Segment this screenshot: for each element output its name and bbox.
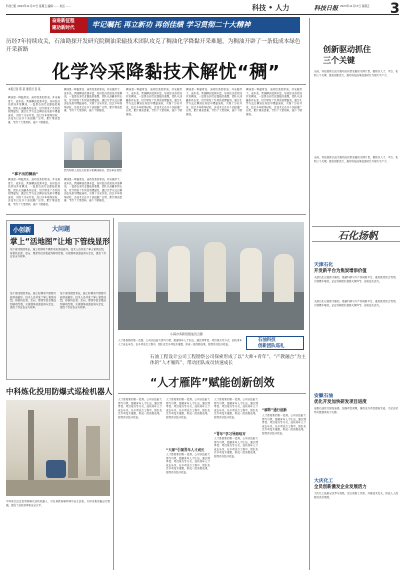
banner-slogan: 牢记嘱托 再立新功 再创佳绩 学习贯彻二十大精神 <box>92 20 251 29</box>
right-body1b: 当前，科技创新已成为推动高质量发展的关键力量。要抓住人才、平台、机制三个关键，激发创新活力，推动科技成果加速转化为现实生产力。 <box>314 156 398 163</box>
item2-sub: 优化开发加快研发项目进度 <box>314 400 367 405</box>
team-body-col2: 人才是创新的第一资源。公司以技能大师为引领，组建青年人才队伍，通过师带徒、项目练兵等方式，加快青年人才成长步伐。在多项重点工程中，团队攻克多项技术难题，形成一批创新成果，取得良好经济效益。 <box>166 398 210 419</box>
team-body-col4: 人才是创新的第一资源。公司以技能大师为引领，组建青年人才队伍，通过师带徒、项目练兵等方式，加快青年人才成长步伐。在多项重点工程中，团队攻克多项技术难题，形成一批创新成果，取得良好经济效益。 <box>262 414 306 435</box>
team-photo-caption-body: 人才是创新的第一资源。公司以技能大师为引领，组建青年人才队伍，通过师带徒、项目练兵等方式，加快青年人才成长步伐。在多项重点工程中，团队攻克多项技术难题，形成一批创新成果，取得良好经济效益。 <box>118 339 242 346</box>
innovation-tag2: 大问题 <box>52 226 71 233</box>
item2-title: 安徽石油 <box>314 394 334 399</box>
right-head1-line1: 创新驱动抓住 <box>323 45 371 54</box>
team-body-col1: 人才是创新的第一资源。公司以技能大师为引领，组建青年人才队伍，通过师带徒、项目练兵等方式，加快青年人才成长步伐。在多项重点工程中，团队攻克多项技术难题，形成一批创新成果，取得良好经济效益。 <box>118 398 162 419</box>
innovation-body-b: 地下管线错综复杂，施工时稍有不慎便可能造成破坏。技术人员开发了掌上管线地图，将管线位置、走向、埋深等信息集成到移动终端，实现现场快速查询与定位，提高了作业安全与效率。 <box>10 292 56 309</box>
team-deck: 石油工程设计公司工程勘察公司探索形成了以“大师+青年”、“产教融合”为主体的“人才雁阵”，带动团队成员快速成长 <box>150 355 306 367</box>
team-body-col3: 人才是创新的第一资源。公司以技能大师为引领，组建青年人才队伍，通过师带徒、项目练兵等方式，加快青年人才成长步伐。在多项重点工程中，团队攻克多项技术难题，形成一批创新成果，取得良好经济效益。 <box>214 398 258 419</box>
team-body-col2b: 人才是创新的第一资源。公司以技能大师为引领，组建青年人才队伍，通过师带徒、项目练兵等方式，加快青年人才成长步伐。在多项重点工程中，团队攻克多项技术难题，形成一批创新成果，取得良好经济效益。 <box>166 453 210 474</box>
lead-rule <box>6 84 306 85</box>
item2-body: 安徽石油优化研发流程，加强项目管理，推动重点项目提前完成，为企业转型升级提供有力支撑。 <box>314 407 398 414</box>
lead-deck: 历经7年持续攻关，石油勘探开发研究院稠油采输技术团队攻克了稠油化学降黏开采难题，为稠油开辟了一条低成本绿色开采新路 <box>6 39 301 54</box>
lead-body-col1: 稠油是一种黏度高、流动性差的原油，开采难度大、成本高。我国稠油资源丰富，如何经济高效地开发稠油，一直是石油行业面临的难题。团队从油藏条件出发，设计研发了系列高效降黏剂，通过化学方法让稠油在地层中降黏流动，实现了冷采开发。经过多年现场试验，该技术已在多个油田推广应用，累计增油显著，节约了大量燃料，减少了碳排放。 <box>8 96 60 124</box>
lead-body-col2b: 稠油是一种黏度高、流动性差的原油，开采难度大、成本高。我国稠油资源丰富，如何经济高效地开发稠油，一直是石油行业面临的难题。团队从油藏条件出发，设计研发了系列高效降黏剂，通过化学方法让稠油在地层中降黏流动，实现了冷采开发。经过多年现场试验，该技术已在多个油田推广应用，累计增油显著，节约了大量燃料，减少了碳排放。 <box>64 178 122 202</box>
team-photo <box>118 222 304 330</box>
robot-body: 中科炼化近日投用防爆式巡检机器人，可在易燃易爆环境中自主巡检，实时采集设备运行数据，提高了巡检效率和安全水平。 <box>6 500 110 507</box>
team-rule <box>118 393 306 394</box>
lead-body-col3: 稠油是一种黏度高、流动性差的原油，开采难度大、成本高。我国稠油资源丰富，如何经济高效地开发稠油，一直是石油行业面临的难题。团队从油藏条件出发，设计研发了系列高效降黏剂，通过化学方法让稠油在地层中降黏流动，实现了冷采开发。经过多年现场试验，该技术已在多个油田推广应用，累计增油显著，节约了大量燃料，减少了碳排放。 <box>126 88 182 116</box>
team-badge-line1: 石油科技 <box>258 338 276 343</box>
lead-headline: 化学冷采降黏技术解忧“稠” <box>52 62 281 83</box>
item3-body: 大庆化工鼓励全员参与创新，设立创新工作室，开展技术攻关，形成人人创新的良好氛围。 <box>314 492 398 499</box>
item3-title: 大庆化工 <box>314 479 334 484</box>
masthead-info: 科技日报 2023年11月17日 星期五 编辑 …… 电话 …… <box>6 5 71 8</box>
right-banner-logo: 石化扬帆 <box>338 231 378 242</box>
lead-body-col5: 稠油是一种黏度高、流动性差的原油，开采难度大、成本高。我国稠油资源丰富，如何经济高效地开发稠油，一直是石油行业面临的难题。团队从油藏条件出发，设计研发了系列高效降黏剂，通过化学方法让稠油在地层中降黏流动，实现了冷采开发。经过多年现场试验，该技术已在多个油田推广应用，累计增油显著，节约了大量燃料，减少了碳排放。 <box>246 88 302 116</box>
team-photo-caption: 小真办务新班组成员合影 <box>170 332 204 336</box>
page-number: 3 <box>390 1 400 17</box>
innovation-body: 地下管线错综复杂，施工时稍有不慎便可能造成破坏。技术人员开发了掌上管线地图，将管线位置、走向、埋深等信息集成到移动终端，实现现场快速查询与定位，提高了作业安全与效率。 <box>10 248 106 258</box>
lead-body-col4: 稠油是一种黏度高、流动性差的原油，开采难度大、成本高。我国稠油资源丰富，如何经济高效地开发稠油，一直是石油行业面临的难题。团队从油藏条件出发，设计研发了系列高效降黏剂，通过化学方法让稠油在地层中降黏流动，实现了冷采开发。经过多年现场试验，该技术已在多个油田推广应用，累计增油显著，节约了大量燃料，减少了碳排放。 <box>186 88 242 116</box>
center-left-divider <box>113 218 114 570</box>
right-col-divider <box>309 18 310 570</box>
right-head1-line2: 三个关键 <box>323 56 355 65</box>
team-headline: “人才雁阵”赋能创新创效 <box>150 376 275 389</box>
banner-tag-top: 奋进新征程 <box>52 19 75 24</box>
team-sub2: “青年”学习导师结对 <box>214 432 246 436</box>
item1-body: 天津石化以创新为驱动，搭建科研与生产协同新平台，推进焦炭综合利用，实现降本增效。企业科研团队聚焦关键环节，加快技术迭代。 <box>314 276 398 283</box>
team-badge-line2: 创新团队巡礼 <box>258 344 285 349</box>
lead-body-col1b: 稠油是一种黏度高、流动性差的原油，开采难度大、成本高。我国稠油资源丰富，如何经济高效地开发稠油，一直是石油行业面临的难题。团队从油藏条件出发，设计研发了系列高效降黏剂，通过化学方法让稠油在地层中降黏流动，实现了冷采开发。经过多年现场试验，该技术已在多个油田推广应用，累计增油显著，节约了大量燃料，减少了碳排放。 <box>8 178 60 206</box>
lead-body-col2: 稠油是一种黏度高、流动性差的原油，开采难度大、成本高。我国稠油资源丰富，如何经济高效地开发稠油，一直是石油行业面临的难题。团队从油藏条件出发，设计研发了系列高效降黏剂，通过化学方法让稠油在地层中降黏流动，实现了冷采开发。经过多年现场试验，该技术已在多个油田推广应用，累计增油显著，节约了大量燃料，减少了碳排放。 <box>64 88 122 112</box>
newspaper-logo: 科技日报 <box>314 5 339 12</box>
item1-body-b: 天津石化以创新为驱动，搭建科研与生产协同新平台，推进焦炭综合利用，实现降本增效。企业科研团队聚焦关键环节，加快技术迭代。 <box>314 300 398 307</box>
team-sub1: “大师”引领青年人才成长 <box>166 448 205 452</box>
lead-subhead: “拿不出的稠油” <box>12 172 39 176</box>
innovation-tag: 小创新 <box>10 224 34 235</box>
team-body-col3b: 人才是创新的第一资源。公司以技能大师为引领，组建青年人才队伍，通过师带徒、项目练兵等方式，加快青年人才成长步伐。在多项重点工程中，团队攻克多项技术难题，形成一批创新成果，取得良好经济效益。 <box>214 437 258 458</box>
robot-headline: 中科炼化投用防爆式巡检机器人 <box>6 387 113 396</box>
innovation-title: 掌上“活地图”让地下管线显形 <box>10 237 110 246</box>
banner-tag-bottom: 建功新时代 <box>52 26 75 31</box>
item3-sub: 全员创新激发企业发展活力 <box>314 485 367 490</box>
team-sub3: “雁阵”通行创新 <box>262 408 287 412</box>
robot-photo <box>6 400 110 496</box>
item1-title: 天津石化 <box>314 263 334 268</box>
section-title: 科技 • 人力 <box>252 4 290 12</box>
issue-date: 2023年11月17日 星期五 <box>340 5 370 8</box>
lead-bottom-rule <box>6 214 306 215</box>
lead-photo-caption: 图为科研人员在实验室分析稠油样品。受访单位供图 <box>64 169 122 172</box>
innovation-body-c: 地下管线错综复杂，施工时稍有不慎便可能造成破坏。技术人员开发了掌上管线地图，将管线位置、走向、埋深等信息集成到移动终端，实现现场快速查询与定位，提高了作业安全与效率。 <box>60 292 106 309</box>
lead-byline: 本报记者 陈 某 通讯员 张 某 <box>8 88 41 91</box>
masthead-rule <box>6 14 399 15</box>
right-body1: 当前，科技创新已成为推动高质量发展的关键力量。要抓住人才、平台、机制三个关键，激发创新活力，推动科技成果加速转化为现实生产力。 <box>314 70 398 77</box>
lead-photo <box>64 132 122 168</box>
item1-sub: 开发新平台为焦炭增添价值 <box>314 269 367 274</box>
